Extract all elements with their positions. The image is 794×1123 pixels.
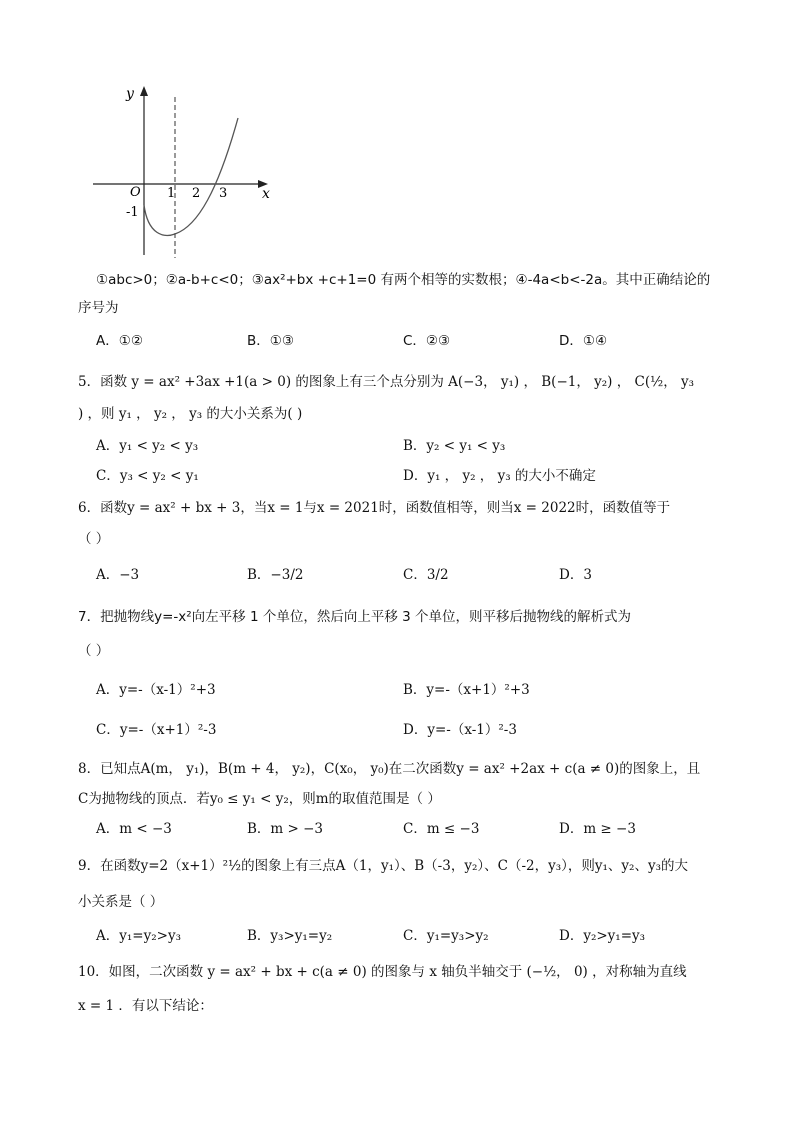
x-tick-1: 1 [167,186,176,201]
q7-line1: 7．把抛物线y=-x²向左平移 1 个单位，然后向上平移 3 个单位，则平移后抛物线的解析式为 [78,609,632,625]
q7-option-c[interactable]: C．y=-（x+1）²-3 [96,722,217,738]
q5-option-b[interactable]: B．y₂ < y₁ < y₃ [403,438,506,454]
q6-option-a[interactable]: A．−3 [96,567,140,583]
q10-line1: 10．如图，二次函数 y = ax² + bx + c(a ≠ 0) 的图象与 x 轴负半轴交于 (−½， 0) ，对称轴为直线 [78,964,687,980]
q9-option-a[interactable]: A．y₁=y₂>y₃ [96,928,181,944]
q6-option-d[interactable]: D．3 [559,567,592,583]
x-tick-2: 2 [192,186,201,201]
q6-line1: 6．函数y = ax² + bx + 3，当x = 1与x = 2021时，函数值相等，则当x = 2022时，函数值等于 [78,500,671,516]
q6-option-c[interactable]: C．3/2 [403,567,449,583]
y-tick-neg1: -1 [126,205,139,220]
q5-option-d[interactable]: D．y₁ ， y₂ ， y₃ 的大小不确定 [403,468,596,484]
q9-option-d[interactable]: D．y₂>y₁=y₃ [559,928,646,944]
q7-option-d[interactable]: D．y=-（x-1）²-3 [403,722,517,738]
q7-line2: （ ） [78,643,110,659]
q8-option-c[interactable]: C．m ≤ −3 [403,821,480,837]
y-axis-label: y [126,86,134,102]
q8-option-a[interactable]: A．m < −3 [96,821,172,837]
q5-line1: 5．函数 y = ax² +3ax +1(a > 0) 的图象上有三个点分别为 A(−3， y₁) ， B(−1， y₂) ， C(½， y₃ [78,374,695,390]
q4-statements-cont: 序号为 [78,300,119,316]
x-axis-label: x [262,186,270,202]
q6-line2: （ ） [78,531,110,547]
q4-option-b[interactable]: B．①③ [247,333,294,349]
q7-option-b[interactable]: B．y=-（x+1）²+3 [403,682,530,698]
q4-option-a[interactable]: A．①② [96,333,143,349]
q9-option-c[interactable]: C．y₁=y₃>y₂ [403,928,489,944]
x-tick-3: 3 [219,186,228,201]
parabola-curve [144,118,238,235]
q4-option-c[interactable]: C．②③ [403,333,451,349]
q9-option-b[interactable]: B．y₃>y₁=y₂ [247,928,333,944]
q5-line2: ) ，则 y₁ ， y₂ ， y₃ 的大小关系为( ) [78,406,303,422]
q7-option-a[interactable]: A．y=-（x-1）²+3 [96,682,216,698]
q8-line1: 8．已知点A(m， y₁)，B(m + 4， y₂)，C(x₀， y₀)在二次函数y = ax² +2ax + c(a ≠ 0)的图象上，且 [78,761,701,777]
q8-option-b[interactable]: B．m > −3 [247,821,324,837]
y-axis-arrow [140,86,148,96]
q4-statements: ①abc>0；②a-b+c<0；③ax²+bx +c+1=0 有两个相等的实数根；④-4a<b<-2a。其中正确结论的 [96,272,711,288]
q5-option-a[interactable]: A．y₁ < y₂ < y₃ [96,438,199,454]
q9-line1: 9．在函数y=2（x+1）²½的图象上有三点A（1，y₁）、B（-3，y₂）、C（-2，y₃），则y₁、y₂、y₃的大 [78,858,688,874]
origin-label: O [130,185,141,200]
q10-line2: x = 1 ．有以下结论： [78,998,213,1014]
q9-line2: 小关系是（ ） [78,894,164,910]
q8-option-d[interactable]: D．m ≥ −3 [559,821,636,837]
parabola-graph [88,80,288,260]
q5-option-c[interactable]: C．y₃ < y₂ < y₁ [96,468,199,484]
q6-option-b[interactable]: B．−3/2 [247,567,304,583]
q8-line2: C为抛物线的顶点．若y₀ ≤ y₁ < y₂，则m的取值范围是（ ） [78,791,441,807]
q4-option-d[interactable]: D．①④ [559,333,608,349]
